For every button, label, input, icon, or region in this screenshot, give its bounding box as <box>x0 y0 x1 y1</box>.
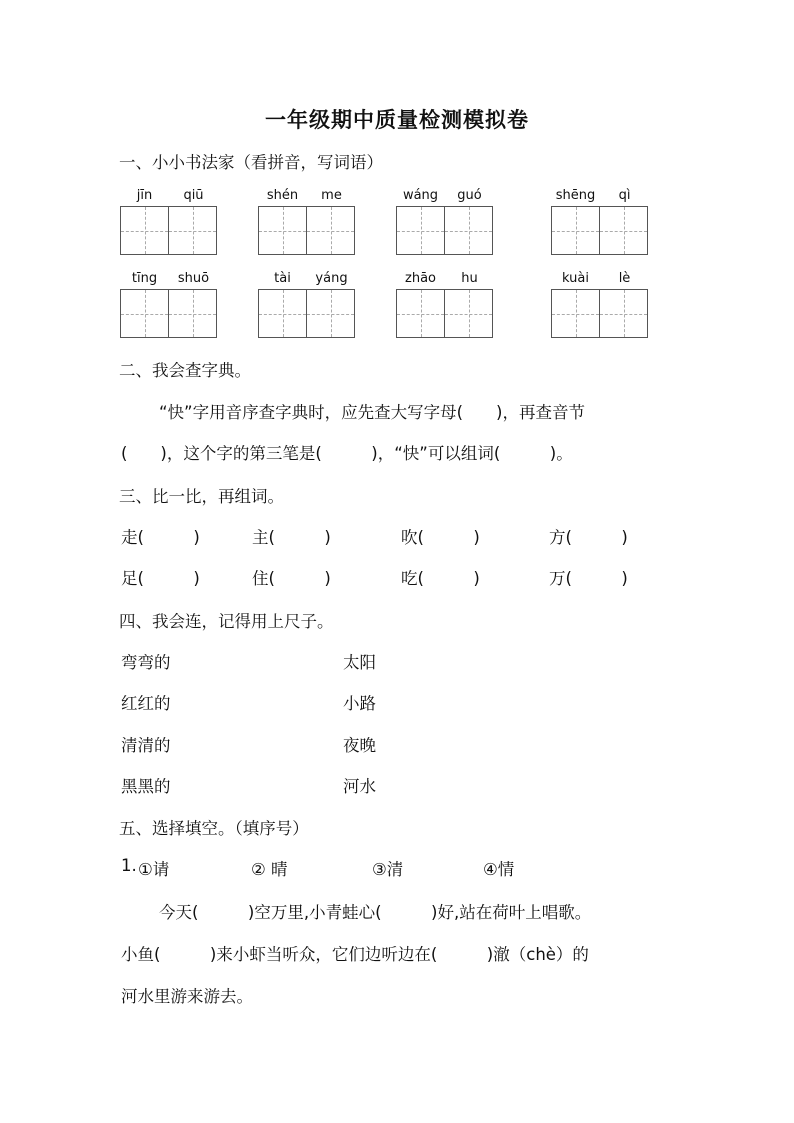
compare-item: 吃( ) <box>401 569 480 588</box>
pinyin: tīng <box>131 271 158 286</box>
section1-heading: 一、小小书法家（看拼音，写词语） <box>119 153 383 172</box>
section2-heading: 二、我会查字典。 <box>119 361 251 380</box>
option-item: ①请 <box>138 860 170 879</box>
pinyin: jīn <box>136 188 153 203</box>
writing-grid[interactable] <box>258 289 355 338</box>
page-title: 一年级期中质量检测模拟卷 <box>265 108 529 132</box>
dictionary-question-line2: ( )，这个字的第三笔是( )，“快”可以组词( )。 <box>121 444 573 463</box>
question-number: 1. <box>121 856 137 875</box>
writing-grid[interactable] <box>551 289 648 338</box>
compare-item: 住( ) <box>252 569 331 588</box>
writing-grid[interactable] <box>551 206 648 255</box>
pinyin: wáng <box>402 188 439 203</box>
match-right-item[interactable]: 太阳 <box>343 653 376 672</box>
compare-item: 万( ) <box>549 569 628 588</box>
match-left-item[interactable]: 清清的 <box>121 736 171 755</box>
writing-grid[interactable] <box>258 206 355 255</box>
match-left-item[interactable]: 弯弯的 <box>121 653 171 672</box>
fill-paragraph-line1: 今天( )空万里,小青蛙心( )好,站在荷叶上唱歌。 <box>159 903 592 922</box>
option-item: ④情 <box>483 860 515 879</box>
match-right-item[interactable]: 夜晚 <box>343 736 376 755</box>
writing-grid[interactable] <box>120 206 217 255</box>
match-left-item[interactable]: 红红的 <box>121 694 171 713</box>
pinyin: shén <box>266 188 299 203</box>
writing-grid[interactable] <box>396 289 493 338</box>
section5-heading: 五、选择填空。（填序号） <box>119 819 309 838</box>
pinyin: kuài <box>562 271 589 286</box>
pinyin: qiū <box>183 188 204 203</box>
pinyin: me <box>321 188 342 203</box>
compare-item: 方( ) <box>549 528 628 547</box>
compare-item: 足( ) <box>121 569 200 588</box>
pinyin: shēng <box>555 188 596 203</box>
match-right-item[interactable]: 小路 <box>343 694 376 713</box>
fill-paragraph-line3: 河水里游来游去。 <box>121 987 253 1006</box>
section3-heading: 三、比一比，再组词。 <box>119 487 284 506</box>
section4-heading: 四、我会连，记得用上尺子。 <box>119 612 334 631</box>
match-left-item[interactable]: 黑黑的 <box>121 777 171 796</box>
writing-grid[interactable] <box>396 206 493 255</box>
compare-item: 主( ) <box>252 528 331 547</box>
option-item: ③清 <box>372 860 404 879</box>
pinyin: zhāo <box>405 271 436 286</box>
option-item: ② 晴 <box>251 860 288 879</box>
compare-item: 走( ) <box>121 528 200 547</box>
pinyin: shuō <box>177 271 210 286</box>
compare-item: 吹( ) <box>401 528 480 547</box>
pinyin: qì <box>618 188 631 203</box>
pinyin: lè <box>618 271 631 286</box>
pinyin: tài <box>274 271 291 286</box>
match-right-item[interactable]: 河水 <box>343 777 376 796</box>
pinyin: yáng <box>315 271 348 286</box>
fill-paragraph-line2: 小鱼( )来小虾当听众，它们边听边在( )澈（chè）的 <box>121 945 589 964</box>
pinyin: guó <box>457 188 482 203</box>
dictionary-question-line1: “快”字用音序查字典时，应先查大写字母( )，再查音节 <box>159 403 585 422</box>
pinyin: hu <box>461 271 478 286</box>
writing-grid[interactable] <box>120 289 217 338</box>
